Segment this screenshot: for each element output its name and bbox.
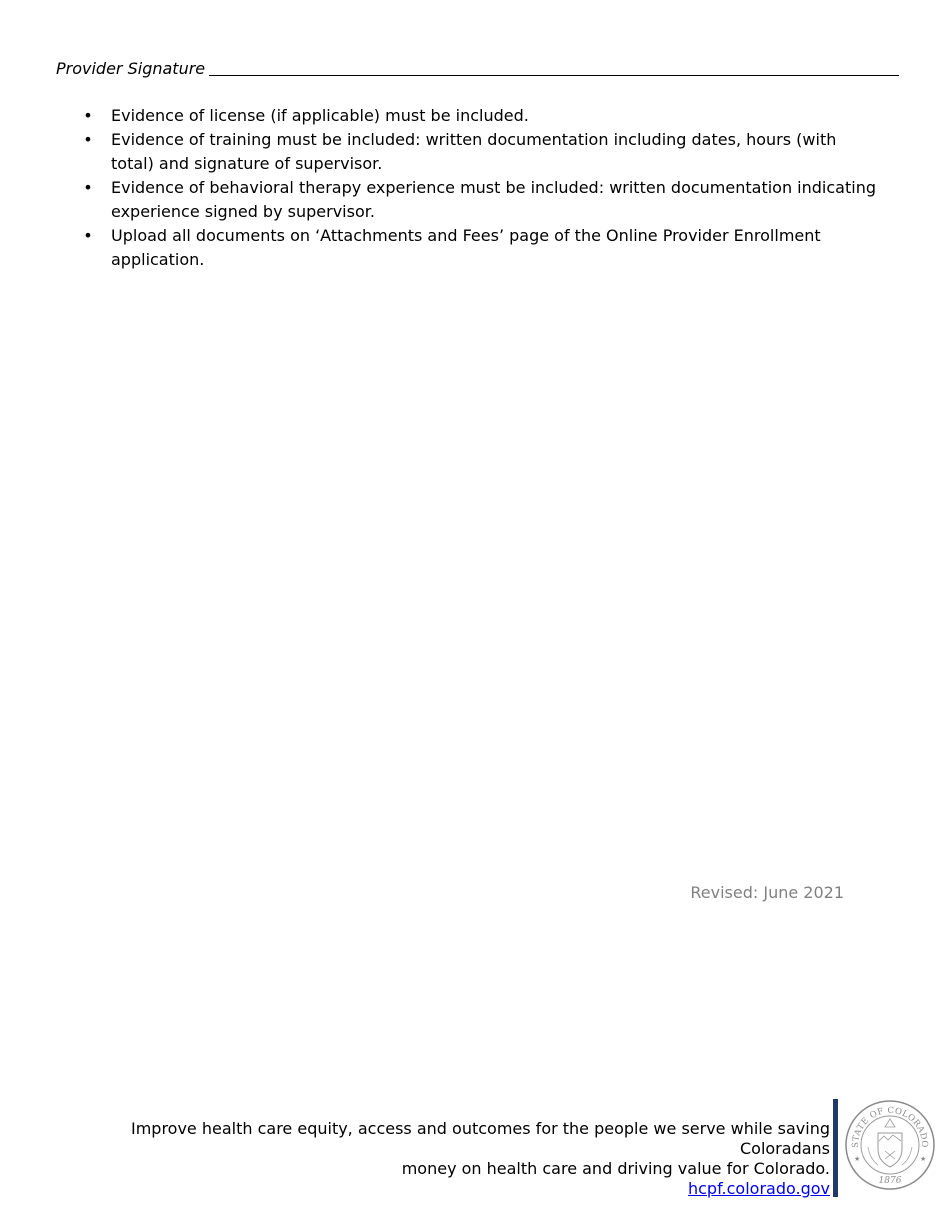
seal-top-text: STATE OF COLORADO bbox=[850, 1105, 930, 1148]
requirements-list bbox=[82, 104, 882, 272]
list-item bbox=[82, 128, 882, 176]
footer-mission-line1: Improve health care equity, access and outcomes for the people we serve while saving Coloradans bbox=[130, 1119, 830, 1158]
bullet-icon: • bbox=[83, 106, 93, 125]
footer-mission-line2: money on health care and driving value for Colorado. bbox=[401, 1159, 830, 1178]
footer-website-link[interactable]: hcpf.colorado.gov bbox=[687, 1179, 830, 1198]
provider-signature-line[interactable] bbox=[209, 56, 899, 76]
colorado-state-seal-icon bbox=[844, 1099, 936, 1191]
provider-signature-row bbox=[56, 56, 899, 79]
requirement-training: Evidence of training must be included: written documentation including dates, hours (with total) and signature of supervisor. bbox=[111, 130, 837, 173]
footer-mission bbox=[60, 1119, 830, 1199]
revised-date: Revised: June 2021 bbox=[690, 883, 844, 902]
bullet-icon: • bbox=[83, 178, 93, 197]
requirement-experience: Evidence of behavioral therapy experience must be included: written documentation indicating experience signed by supervisor. bbox=[111, 178, 876, 221]
seal-year: 1876 bbox=[878, 1176, 902, 1186]
requirement-upload: Upload all documents on ‘Attachments and Fees’ page of the Online Provider Enrollment application. bbox=[111, 226, 821, 269]
bullet-icon: • bbox=[83, 130, 93, 149]
seal-star-icon: ★ bbox=[854, 1155, 861, 1163]
seal-star-icon: ★ bbox=[920, 1155, 927, 1163]
bullet-icon: • bbox=[83, 226, 93, 245]
footer-divider-bar bbox=[833, 1099, 838, 1197]
list-item bbox=[82, 176, 882, 224]
provider-signature-label: Provider Signature bbox=[56, 59, 206, 78]
list-item bbox=[82, 104, 882, 128]
list-item bbox=[82, 224, 882, 272]
requirement-license: Evidence of license (if applicable) must be included. bbox=[111, 106, 529, 125]
